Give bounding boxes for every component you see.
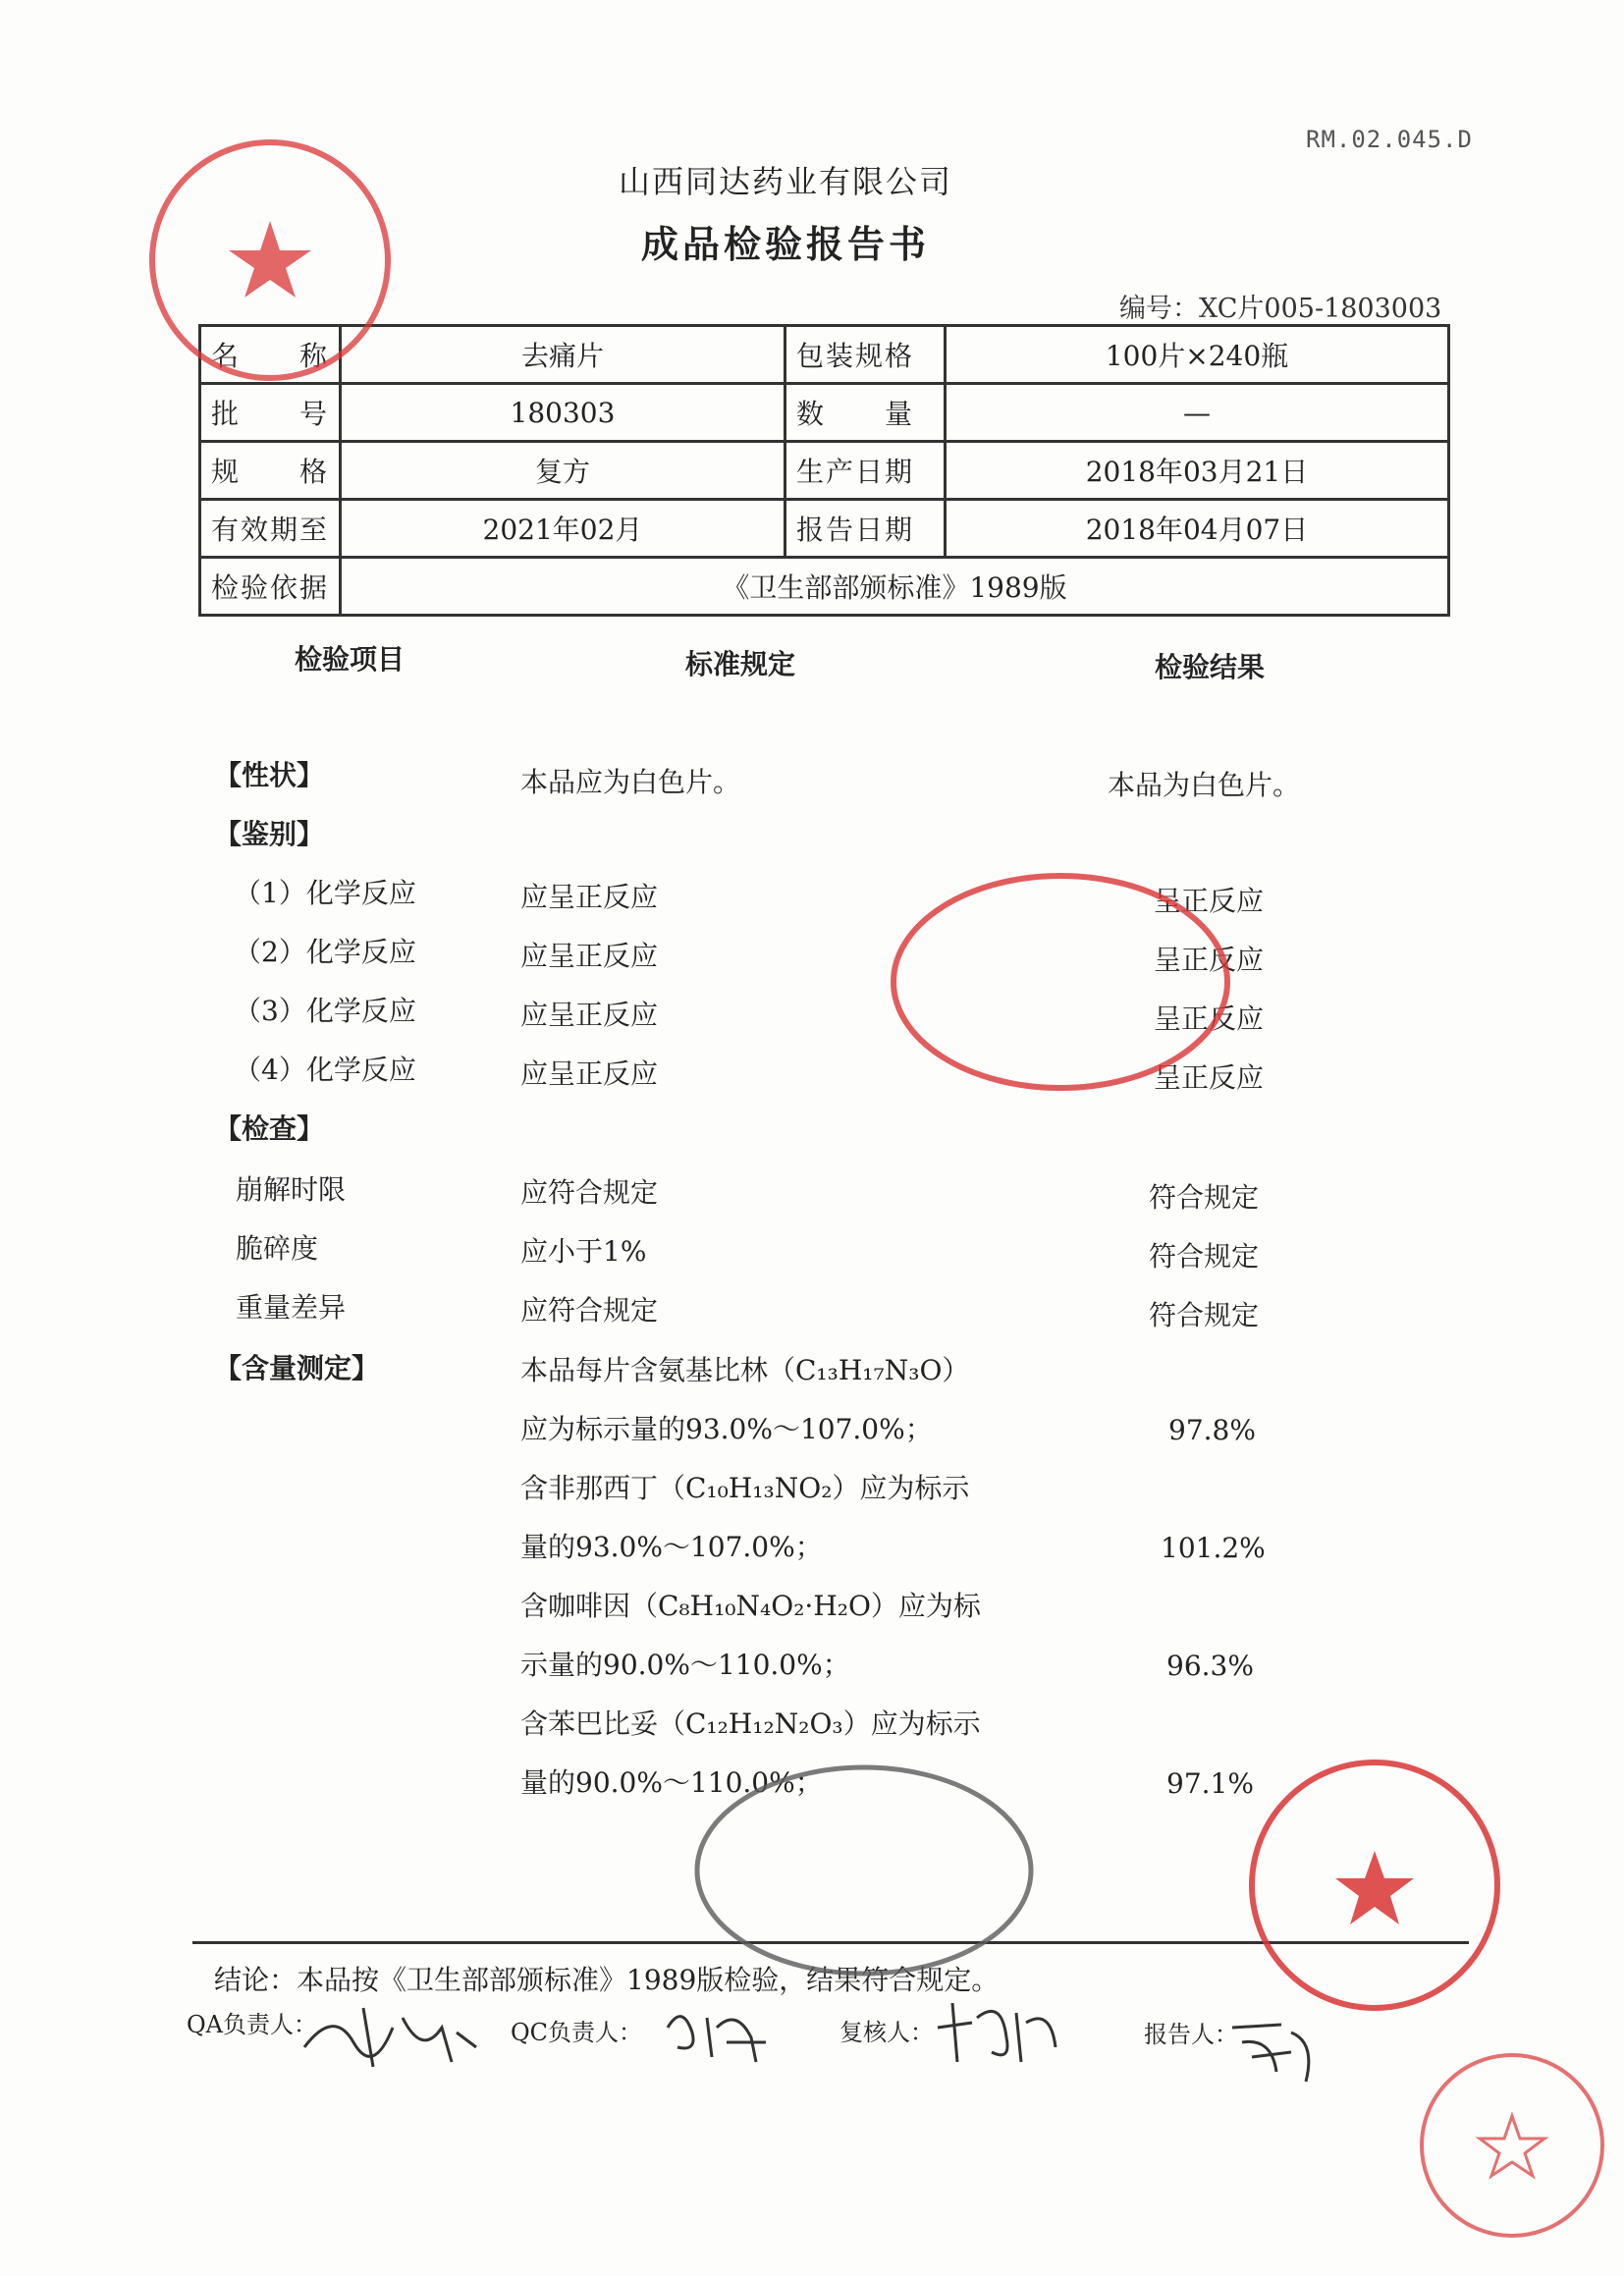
friability-item: 脆碎度 [236,1232,319,1265]
section-assay: 【含量测定】 [214,1352,380,1384]
basis-value: 《卫生部部颁标准》1989版 [341,558,1449,616]
stamp-qc-department-gray [687,1758,1041,1983]
expiry-label: 有效期至 [200,500,341,558]
assay1-line1: 本品每片含氨基比林（C₁₃H₁₇N₃O） [520,1354,970,1386]
disintegration-result: 符合规定 [1149,1181,1260,1214]
pack-value: 100片×240瓶 [946,326,1449,384]
disintegration-standard: 应符合规定 [520,1176,659,1209]
spec-label: 规 格 [200,442,341,500]
table-row [200,558,1449,616]
id1-result: 呈正反应 [1154,885,1265,917]
qa-signature [295,1988,491,2077]
reporter-signature [1222,2013,1330,2086]
basis-label: 检验依据 [200,558,341,616]
section-appearance: 【性状】 [214,759,325,791]
qty-label: 数 量 [785,384,946,442]
stamp-linyi-quality [1242,1753,1507,2018]
spec-value: 复方 [341,442,785,500]
appearance-standard: 本品应为白色片。 [520,766,741,798]
table-row [200,442,1449,500]
stamp-qc-department-red [884,864,1237,1100]
assay1-line2: 应为标示量的93.0%～107.0%； [520,1413,933,1445]
conclusion: 结论：本品按《卫生部部颁标准》1989版检验，结果符合规定。 [214,1964,1000,1996]
friability-standard: 应小于1% [520,1235,647,1268]
name-value: 去痛片 [341,326,785,384]
qc-label: QC负责人： [511,2019,643,2046]
report-title: 成品检验报告书 [640,222,930,266]
qa-label: QA负责人： [187,2011,318,2038]
id4-result: 呈正反应 [1154,1061,1265,1094]
assay3-line1: 含咖啡因（C₈H₁₀N₄O₂·H₂O）应为标 [520,1590,981,1622]
table-row [200,500,1449,558]
appearance-result: 本品为白色片。 [1108,769,1301,801]
assay3-result: 96.3% [1166,1650,1254,1682]
section-identification: 【鉴别】 [214,818,325,850]
id3-item: （3）化学反应 [234,995,416,1027]
id1-standard: 应呈正反应 [520,881,659,913]
qc-signature [658,1998,785,2067]
assay4-line2: 量的90.0%～110.0%； [520,1766,823,1799]
column-header-result: 检验结果 [1155,651,1266,683]
column-header-standard: 标准规定 [685,648,796,680]
stamp-ecommerce-quality [137,128,403,393]
column-header-item: 检验项目 [295,643,406,676]
report-date-label: 报告日期 [785,500,946,558]
assay4-line1: 含苯巴比妥（C₁₂H₁₂N₂O₃）应为标示 [520,1707,981,1740]
reviewer-signature [933,1993,1070,2072]
company-name: 山西同达药业有限公司 [618,163,952,200]
id3-result: 呈正反应 [1154,1003,1265,1035]
assay2-result: 101.2% [1161,1532,1266,1564]
id2-result: 呈正反应 [1154,944,1265,976]
assay1-result: 97.8% [1168,1414,1256,1446]
pack-label: 包装规格 [785,326,946,384]
friability-result: 符合规定 [1149,1240,1260,1273]
id4-standard: 应呈正反应 [520,1057,659,1090]
assay2-line1: 含非那西丁（C₁₀H₁₃NO₂）应为标示 [520,1472,970,1504]
id1-item: （1）化学反应 [234,877,416,909]
batch-label: 批 号 [200,384,341,442]
batch-value: 180303 [341,384,785,442]
weight-standard: 应符合规定 [520,1294,659,1327]
document-code: RM.02.045.D [1306,126,1473,153]
stamp-linyi-inspection-corner [1414,2047,1610,2244]
weight-result: 符合规定 [1149,1299,1260,1331]
assay2-line2: 量的93.0%～107.0%； [520,1531,823,1563]
qty-value: — [946,384,1449,442]
reviewer-label: 复核人： [839,2019,934,2046]
prod-date-value: 2018年03月21日 [946,442,1449,500]
id2-item: （2）化学反应 [234,936,416,968]
expiry-value: 2021年02月 [341,500,785,558]
disintegration-item: 崩解时限 [236,1173,347,1206]
weight-item: 重量差异 [236,1291,347,1324]
report-date-value: 2018年04月07日 [946,500,1449,558]
name-label: 名 称 [200,326,341,384]
id2-standard: 应呈正反应 [520,940,659,972]
id4-item: （4）化学反应 [234,1054,416,1086]
prod-date-label: 生产日期 [785,442,946,500]
reporter-label: 报告人： [1144,2021,1238,2048]
section-inspection: 【检查】 [214,1112,325,1145]
id3-standard: 应呈正反应 [520,999,659,1031]
assay3-line2: 示量的90.0%～110.0%； [520,1649,850,1681]
document-number: 编号：XC片005-1803003 [1119,294,1442,324]
assay4-result: 97.1% [1166,1767,1254,1800]
